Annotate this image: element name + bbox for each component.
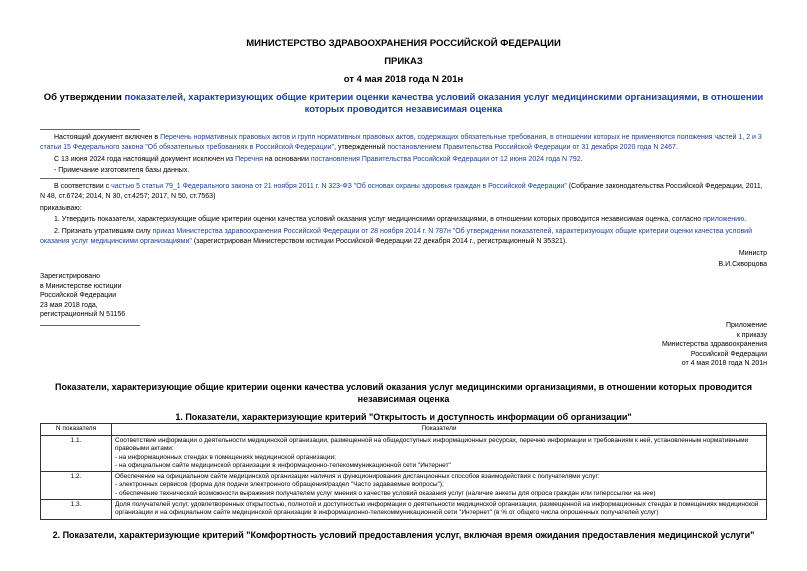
indicator-line: - на информационных стендах в помещениях медицинской организации;: [115, 453, 336, 461]
body-paragraph-2: приказываю:: [40, 205, 82, 212]
row-indicator: [112, 500, 767, 520]
body-paragraph-3: [40, 215, 767, 225]
table-row: [41, 436, 767, 472]
body-p3-text-b: .: [744, 216, 747, 223]
indicator-line: Доля получателей услуг, удовлетворенных открытостью, полнотой и доступностью информации о деятельности медицинской организации, размещенной на информационных стендах в помещениях медицинской организации и на официальном сайте медицинской организации в информационно-телекоммуникационной сети "Интернет" (в % от общего числа опрошенных получателей услуг): [115, 501, 759, 517]
column-header-number: N показателя: [41, 424, 112, 436]
body-p3-appendix-link[interactable]: приложению: [703, 216, 745, 223]
table-row: [41, 500, 767, 520]
signature-name: В.И.Скворцова: [718, 261, 767, 268]
note-2-link-decree[interactable]: постановления Правительства Российской Федерации от 12 июня 2024 года N 792: [310, 156, 581, 163]
body-p3-text-a: 1. Утвердить показатели, характеризующие общие критерии оценки качества условий оказания услуг медицинскими организациями, в отношении которых проводится независимая оценка, согласно: [54, 216, 704, 223]
body-p1-text-a: В соответствии с: [54, 183, 112, 190]
indicators-table: [40, 423, 767, 520]
body-separator: [40, 178, 140, 179]
registration-line-5: регистрационный N 51156: [40, 311, 126, 318]
body-p4-text-b: (зарегистрирован Министерством юстиции Российской Федерации 22 декабря 2014 г., регистрационный N 35321).: [191, 237, 568, 245]
note-2: [40, 155, 767, 165]
section-1-title: 1. Показатели, характеризующие критерий "Открытость и доступность информации об организации": [175, 412, 632, 422]
section-2-title: 2. Показатели, характеризующие критерий "Комфортность условий предоставления услуг, включая время ожидания предоставления медицинской услуги": [52, 530, 755, 540]
signature-role: Министр: [738, 250, 767, 257]
note-2-text-a: С 13 июня 2024 года настоящий документ исключен из: [54, 156, 236, 163]
column-header-indicators: Показатели: [112, 424, 767, 436]
registration-line-4: 23 мая 2018 года,: [40, 301, 98, 309]
note-2-text-b: на основании: [262, 156, 311, 163]
table-row: [41, 472, 767, 500]
row-number: 1.2.: [41, 472, 112, 500]
indicator-line: Соответствие информации о деятельности медицинской организации, размещенной на общедоступных информационных ресурсах, перечню информации и требованиям к ней, установленным нормативными правовыми актами:: [115, 437, 749, 453]
row-indicator: [112, 436, 767, 472]
row-number: 1.3.: [41, 500, 112, 520]
appendix-block: [540, 321, 767, 369]
note-1-link-list[interactable]: Перечень нормативных правовых актов и групп нормативных правовых актов, содержащих обязательные требования, в отношении которых не применяются положения частей 1, 2 и 3 статьи 15 Федерального закона "Об обязательных требованиях в Российской Федерации": [40, 134, 762, 151]
body-p1-law-link[interactable]: частью 5 статьи 79_1 Федерального закона от 21 ноября 2011 г. N 323-ФЗ "Об основах охраны здоровья граждан в Российской Федерации": [111, 183, 567, 190]
appendix-main-title: Показатели, характеризующие общие критерии оценки качества условий оказания услуг медицинскими организациями, в отношении которых проводится независимая оценка: [55, 382, 752, 404]
appendix-separator: [40, 325, 140, 326]
body-p4-order-link[interactable]: приказ Министерства здравоохранения Российской Федерации от 28 ноября 2014 г. N 787н "Об утверждении показателей, характеризующих общие критерии оценки качества условий оказания услуг медицинскими организациями": [40, 228, 752, 245]
body-p4-text-a: 2. Признать утратившим силу: [54, 228, 153, 235]
indicator-line: - обеспечение технической возможности выражения получателем услуг мнения о качестве условий оказания услуг (наличие анкеты для опроса граждан или гиперссылки на нее): [115, 489, 656, 497]
registration-line-1: Зарегистрировано: [40, 273, 100, 280]
table-header-row: [41, 424, 767, 436]
note-2-text-c: .: [580, 156, 583, 163]
note-3: - Примечание изготовителя базы данных.: [54, 167, 190, 174]
appendix-line-4: Российской Федерации: [690, 350, 767, 358]
note-1-text-a: Настоящий документ включен в: [54, 134, 161, 141]
note-1-text-b: , утвержденный: [334, 143, 388, 151]
note-1: [40, 133, 767, 152]
doc-title: [40, 92, 767, 116]
registration-line-2: в Министерстве юстиции: [40, 282, 122, 290]
doc-title-link[interactable]: показателей, характеризующих общие критерии оценки качества условий оказания услуг медицинскими организациями, в отношении которых проводится независимая оценка: [124, 92, 764, 115]
row-number: 1.1.: [41, 436, 112, 472]
doc-type-heading: ПРИКАЗ: [384, 56, 423, 67]
registration-block: [40, 272, 240, 320]
notes-separator: [40, 129, 140, 130]
appendix-line-3: Министерства здравоохранения: [662, 341, 767, 348]
indicator-line: Обеспечение на официальном сайте медицинской организации наличия и функционирования дистанционных способов взаимодействия с получателями услуг:: [115, 473, 600, 481]
note-1-text-c: .: [675, 143, 678, 151]
doc-date-heading: от 4 мая 2018 года N 201н: [343, 74, 464, 85]
note-2-link-list[interactable]: Перечня: [235, 156, 263, 163]
body-p1-text-b: (Собрание законодательства Российской Федерации, 2011, N 48, ст.6724; 2014, N 30, ст.4257; 2017, N 50, ст.7563): [40, 183, 763, 200]
appendix-line-5: от 4 мая 2018 года N 201н: [681, 360, 767, 367]
appendix-line-1: Приложение: [725, 322, 767, 329]
body-paragraph-1: [40, 182, 767, 201]
body-paragraph-4: [40, 227, 767, 246]
indicator-line: - на официальном сайте медицинской организации в информационно-телекоммуникационной сети "Интернет": [115, 461, 451, 469]
indicator-line: - электронных сервисов (форма для подачи электронного обращения/раздел "Часто задаваемые вопросы");: [115, 481, 444, 489]
registration-line-3: Российской Федерации: [40, 292, 117, 299]
note-1-link-decree[interactable]: постановлением Правительства Российской Федерации от 31 декабря 2020 года N 2467: [387, 143, 676, 151]
doc-title-prefix: Об утверждении: [43, 92, 125, 103]
appendix-line-2: к приказу: [736, 331, 767, 339]
row-indicator: [112, 472, 767, 500]
ministry-heading: МИНИСТЕРСТВО ЗДРАВООХРАНЕНИЯ РОССИЙСКОЙ ФЕДЕРАЦИИ: [246, 38, 561, 49]
